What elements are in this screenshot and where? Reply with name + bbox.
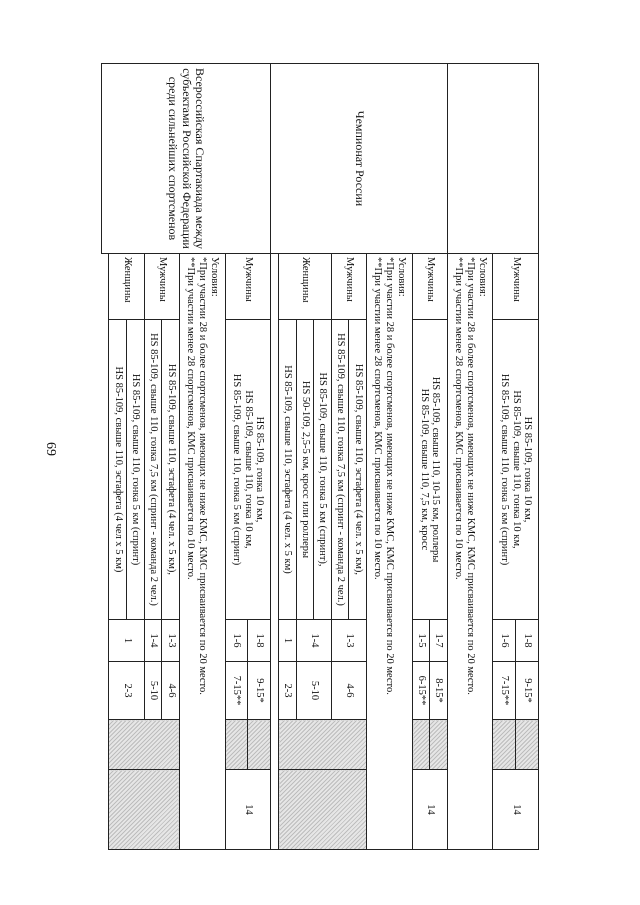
rank-cell: 1-4 <box>296 620 331 662</box>
rank-cell: 8-15* <box>430 662 448 720</box>
rank-cell: 1 <box>109 620 144 662</box>
table-row <box>430 64 448 850</box>
rank-cell: 6-15** <box>412 662 430 720</box>
hatched-cell <box>493 720 516 770</box>
conditions-cell: Условия: *При участии 28 и более спортсменов, имеющих не ниже КМС, КМС присваивается по 20 место. **При участии менее 28 спортсменов, КМС присваивается по 10 место. <box>367 254 413 850</box>
discipline-cell: HS 85-109, свыше 110, гонка 5 км (спринт) <box>127 320 145 620</box>
rank-cell: 1-6 <box>225 620 248 662</box>
hatched-cell <box>516 720 539 770</box>
rank-cell: 1-4 <box>144 620 162 662</box>
rank-cell: 1-5 <box>412 620 430 662</box>
rank-cell: 7-15** <box>225 662 248 720</box>
gender-cell: Мужчины <box>412 254 447 320</box>
hatched-cell <box>412 720 430 770</box>
hatched-cell <box>225 720 248 770</box>
rank-cell: 1-3 <box>162 620 180 662</box>
rank-cell: 4-6 <box>331 662 366 720</box>
discipline-cell: HS 85-109, свыше 110, гонка 7,5 км (спринт - команда 2 чел.) <box>144 320 162 620</box>
rank-cell: 1 <box>279 620 297 662</box>
discipline-cell: HS 50-109, 2,5-5 км, кросс или роллеры <box>296 320 314 620</box>
conditions-cell: Условия: *При участии 28 и более спортсменов, имеющих не ниже КМС, КМС присваивается по 20 место. **При участии менее 28 спортсменов, КМС присваивается по 10 место. <box>179 254 225 850</box>
discipline-cell: HS 85-109, гонка 10 км, HS 85-109, свыше 110, гонка 10 км, HS 85-109, свыше 110, гонка 5 км (спринт) <box>225 320 271 620</box>
sport-ranks-table <box>101 63 539 850</box>
hatched-cell <box>248 720 271 770</box>
rank-cell: 9-15* <box>516 662 539 720</box>
rank-cell: 7-15** <box>493 662 516 720</box>
discipline-cell: HS 85-109, свыше 110, эстафета (4 чел. x 5 км), <box>162 320 180 620</box>
rotated-table-sheet <box>101 63 539 849</box>
rank-cell: 1-8 <box>248 620 271 662</box>
rank-cell: 5-10 <box>296 662 331 720</box>
discipline-cell: HS 85-109, гонка 10 км, HS 85-109, свыше 110, гонка 10 км, HS 85-109, свыше 110, гонка 5 км (спринт) <box>493 320 539 620</box>
gender-cell: Мужчины <box>331 254 366 320</box>
gender-cell: Мужчины <box>144 254 179 320</box>
page-number: 69 <box>43 442 58 456</box>
table-row <box>516 64 539 850</box>
rank-cell: 9-15* <box>248 662 271 720</box>
rank-cell: 14 <box>493 770 539 850</box>
event-name: Всероссийская Спартакиада между субъектами Российской Федерации среди сильнейших спортсменов <box>102 64 271 254</box>
gender-cell: Женщины <box>279 254 332 320</box>
discipline-cell: HS 85-109, свыше 110, эстафета (4 чел. x 5 км), <box>349 320 367 620</box>
rank-cell: 2-3 <box>109 662 144 720</box>
discipline-cell: HS 85-109, свыше 110, эстафета (4 чел x 5 км) <box>109 320 127 620</box>
gender-cell: Мужчины <box>493 254 539 320</box>
rank-cell: 14 <box>412 770 447 850</box>
separator-cell <box>271 254 279 850</box>
rank-cell: 1-6 <box>493 620 516 662</box>
hatched-cell <box>279 770 367 850</box>
discipline-cell: HS 85-109, свыше 110, 10-15 км, роллеры HS 85-109, свыше 110, 7,5 км, кросс <box>412 320 447 620</box>
rank-cell: 2-3 <box>279 662 297 720</box>
rank-cell: 1-7 <box>430 620 448 662</box>
conditions-cell: Условия: *При участии 28 и более спортсменов, имеющих не ниже КМС, КМС присваивается по 20 место. **При участии менее 28 спортсменов, КМС присваивается по 10 место. <box>447 254 493 850</box>
hatched-cell <box>109 770 179 850</box>
hatched-cell <box>279 720 367 770</box>
event-name: Чемпионат России <box>271 64 448 254</box>
bottom-spacer-cell <box>102 254 110 850</box>
hatched-cell <box>430 720 448 770</box>
rank-cell: 14 <box>225 770 271 850</box>
rank-cell: 5-10 <box>144 662 162 720</box>
discipline-cell: HS 85-109, свыше 110, гонка 7,5 км (спринт - команда 2 чел.) <box>331 320 349 620</box>
gender-cell: Женщины <box>109 254 144 320</box>
gender-cell: Мужчины <box>225 254 271 320</box>
event-cell-continued <box>447 64 538 254</box>
rank-cell: 4-6 <box>162 662 180 720</box>
hatched-cell <box>109 720 179 770</box>
rank-cell: 1-3 <box>331 620 366 662</box>
table-row <box>248 64 271 850</box>
discipline-cell: HS 85-109, свыше 110, гонка 5 км (спринт), <box>314 320 332 620</box>
rank-cell: 1-8 <box>516 620 539 662</box>
discipline-cell: HS 85-109, свыше 110, эстафета (4 чел. x 5 км) <box>279 320 297 620</box>
